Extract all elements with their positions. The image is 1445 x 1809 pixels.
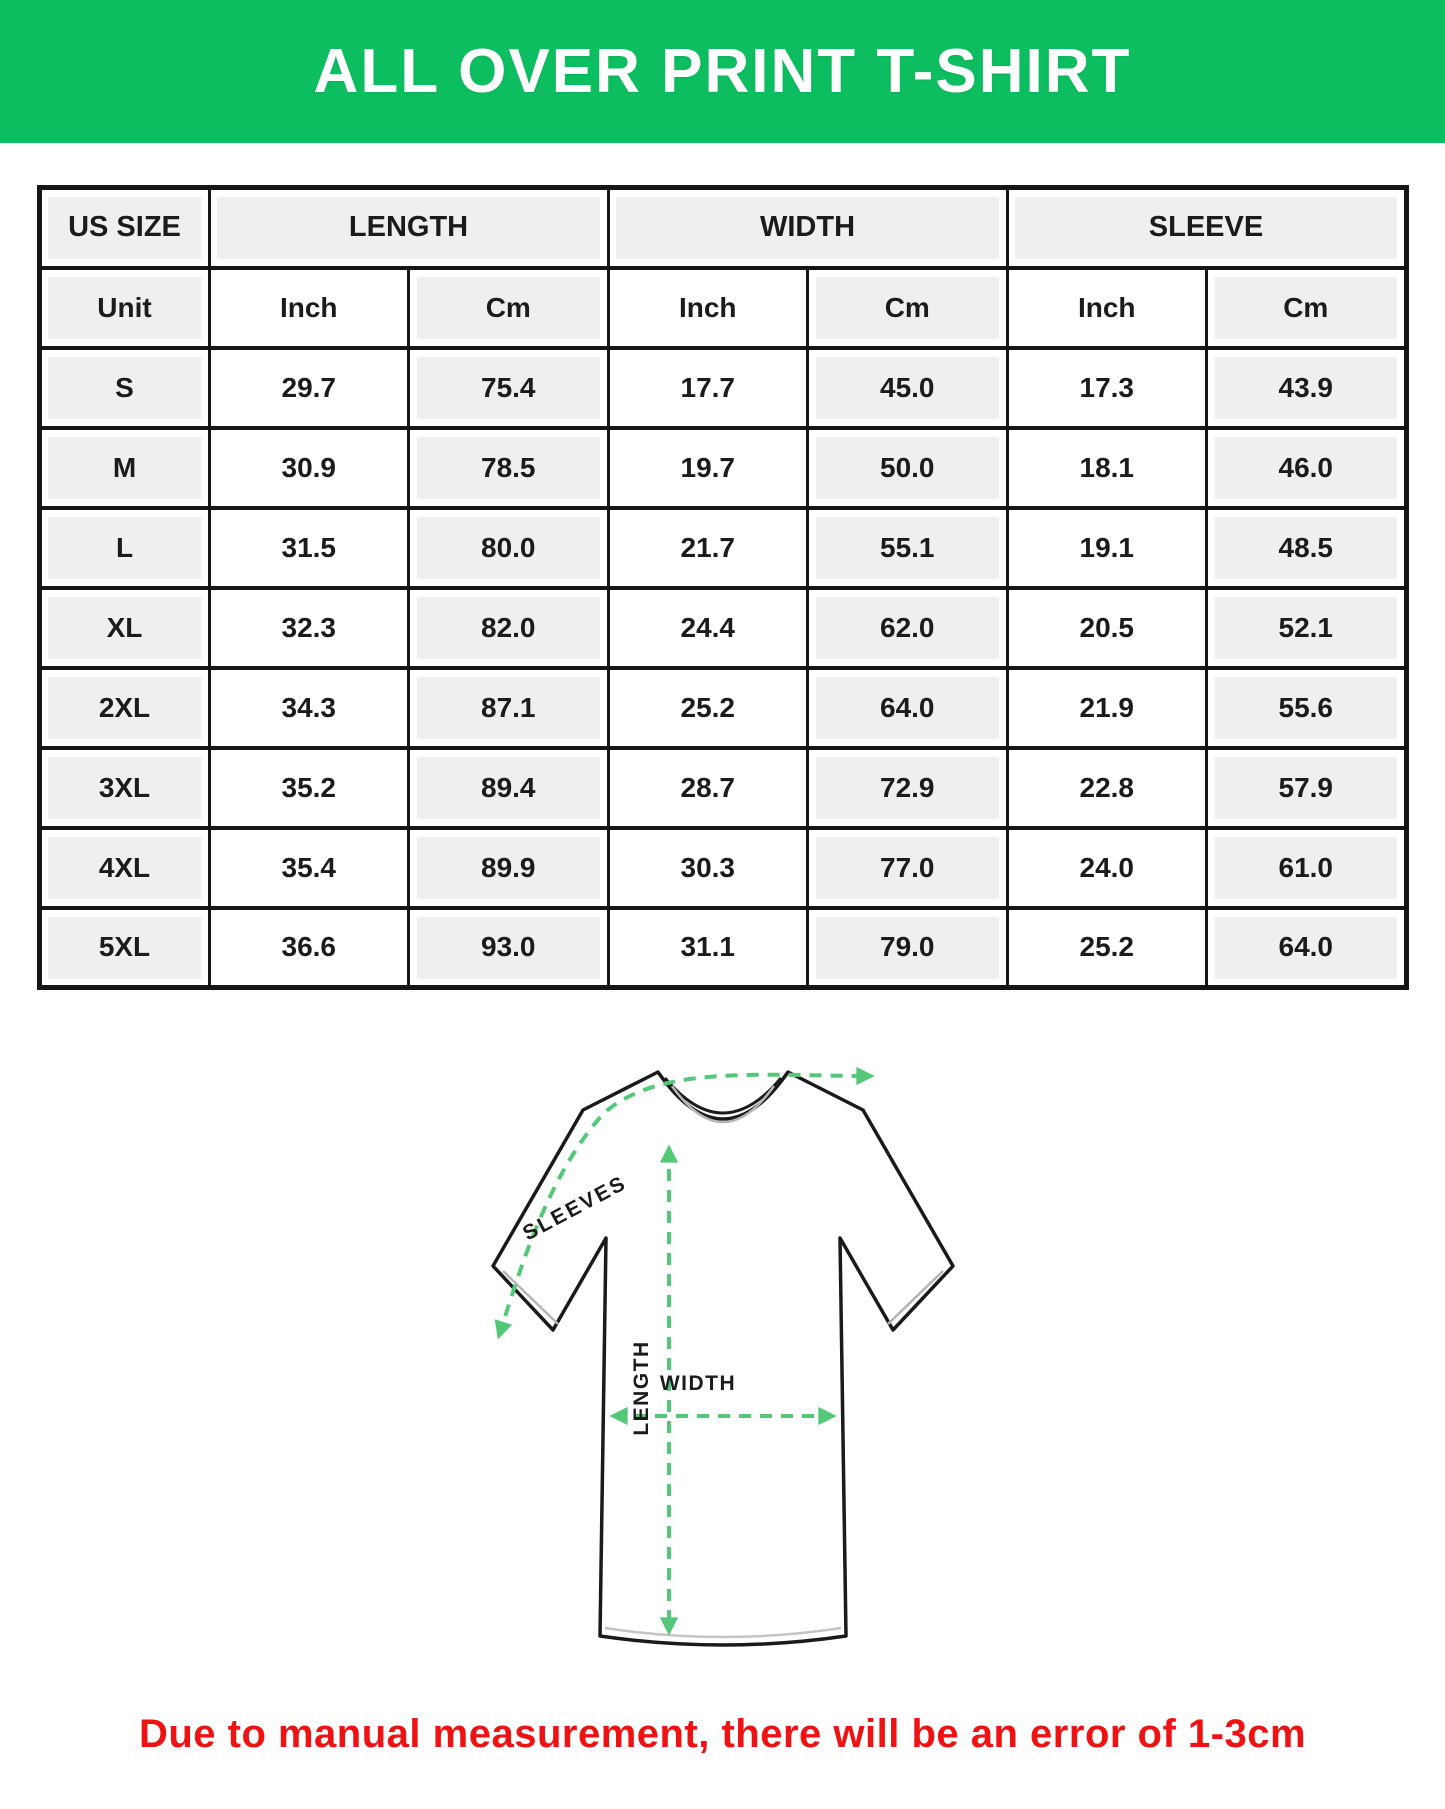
width-inch-cell: 21.7 — [608, 508, 808, 588]
unit-cell-sleeve-inch: Inch — [1007, 268, 1207, 348]
length-inch-cell: 35.4 — [209, 828, 409, 908]
unit-cell-length-cm: Cm — [409, 268, 609, 348]
tshirt-measurement-diagram — [0, 1036, 1445, 1676]
table-row — [39, 748, 1406, 828]
length-inch-cell: 34.3 — [209, 668, 409, 748]
group-header-row — [39, 188, 1406, 268]
size-chart-table — [37, 185, 1409, 990]
sleeve-inch-cell: 19.1 — [1007, 508, 1207, 588]
tshirt-outline — [493, 1072, 953, 1645]
size-cell: S — [39, 348, 209, 428]
measurement-error-note: Due to manual measurement, there will be an error of 1-3cm — [138, 1712, 1307, 1756]
length-inch-cell: 29.7 — [209, 348, 409, 428]
length-inch-cell: 35.2 — [209, 748, 409, 828]
sleeve-cm-cell: 52.1 — [1207, 588, 1407, 668]
table-row — [39, 348, 1406, 428]
length-cm-cell: 80.0 — [409, 508, 609, 588]
width-inch-cell: 28.7 — [608, 748, 808, 828]
unit-label-cell: Unit — [39, 268, 209, 348]
page-title: ALL OVER PRINT T-SHIRT — [313, 37, 1132, 106]
sleeves-label: SLEEVES — [518, 1171, 631, 1246]
width-inch-cell: 24.4 — [608, 588, 808, 668]
length-cm-cell: 89.4 — [409, 748, 609, 828]
width-inch-cell: 19.7 — [608, 428, 808, 508]
length-cm-cell: 87.1 — [409, 668, 609, 748]
width-inch-cell: 30.3 — [608, 828, 808, 908]
column-header-width: WIDTH — [608, 188, 1007, 268]
table-row — [39, 588, 1406, 668]
table-row — [39, 428, 1406, 508]
length-cm-cell: 89.9 — [409, 828, 609, 908]
sleeve-inch-cell: 22.8 — [1007, 748, 1207, 828]
length-inch-cell: 36.6 — [209, 908, 409, 988]
table-row — [39, 908, 1406, 988]
column-header-length: LENGTH — [209, 188, 608, 268]
size-cell: 4XL — [39, 828, 209, 908]
width-inch-cell: 17.7 — [608, 348, 808, 428]
sleeve-inch-cell: 20.5 — [1007, 588, 1207, 668]
unit-cell-width-cm: Cm — [808, 268, 1008, 348]
tshirt-diagram-svg — [463, 1036, 983, 1676]
length-label: LENGTH — [629, 1340, 653, 1436]
table-row — [39, 828, 1406, 908]
unit-cell-length-inch: Inch — [209, 268, 409, 348]
length-cm-cell: 93.0 — [409, 908, 609, 988]
length-cm-cell: 78.5 — [409, 428, 609, 508]
size-cell: XL — [39, 588, 209, 668]
sleeve-inch-cell: 21.9 — [1007, 668, 1207, 748]
table-row — [39, 668, 1406, 748]
sleeve-cm-cell: 43.9 — [1207, 348, 1407, 428]
title-banner — [0, 0, 1445, 143]
sleeve-inch-cell: 25.2 — [1007, 908, 1207, 988]
width-cm-cell: 50.0 — [808, 428, 1008, 508]
sleeve-cm-cell: 46.0 — [1207, 428, 1407, 508]
sleeve-inch-cell: 17.3 — [1007, 348, 1207, 428]
size-cell: M — [39, 428, 209, 508]
size-cell: 5XL — [39, 908, 209, 988]
width-cm-cell: 77.0 — [808, 828, 1008, 908]
width-cm-cell: 55.1 — [808, 508, 1008, 588]
length-inch-cell: 32.3 — [209, 588, 409, 668]
width-cm-cell: 45.0 — [808, 348, 1008, 428]
size-cell: L — [39, 508, 209, 588]
sleeve-inch-cell: 24.0 — [1007, 828, 1207, 908]
width-cm-cell: 72.9 — [808, 748, 1008, 828]
length-inch-cell: 31.5 — [209, 508, 409, 588]
length-inch-cell: 30.9 — [209, 428, 409, 508]
unit-cell-sleeve-cm: Cm — [1207, 268, 1407, 348]
sleeve-inch-cell: 18.1 — [1007, 428, 1207, 508]
width-cm-cell: 64.0 — [808, 668, 1008, 748]
size-cell: 2XL — [39, 668, 209, 748]
width-label: WIDTH — [659, 1372, 736, 1395]
column-header-sleeve: SLEEVE — [1007, 188, 1406, 268]
unit-header-row — [39, 268, 1406, 348]
unit-cell-width-inch: Inch — [608, 268, 808, 348]
width-inch-cell: 25.2 — [608, 668, 808, 748]
width-inch-cell: 31.1 — [608, 908, 808, 988]
table-row — [39, 508, 1406, 588]
sleeve-cm-cell: 61.0 — [1207, 828, 1407, 908]
width-cm-cell: 79.0 — [808, 908, 1008, 988]
sleeve-cm-cell: 64.0 — [1207, 908, 1407, 988]
length-cm-cell: 75.4 — [409, 348, 609, 428]
length-cm-cell: 82.0 — [409, 588, 609, 668]
column-header-us-size: US SIZE — [39, 188, 209, 268]
width-cm-cell: 62.0 — [808, 588, 1008, 668]
size-cell: 3XL — [39, 748, 209, 828]
sleeve-cm-cell: 48.5 — [1207, 508, 1407, 588]
sleeve-cm-cell: 57.9 — [1207, 748, 1407, 828]
sleeve-cm-cell: 55.6 — [1207, 668, 1407, 748]
